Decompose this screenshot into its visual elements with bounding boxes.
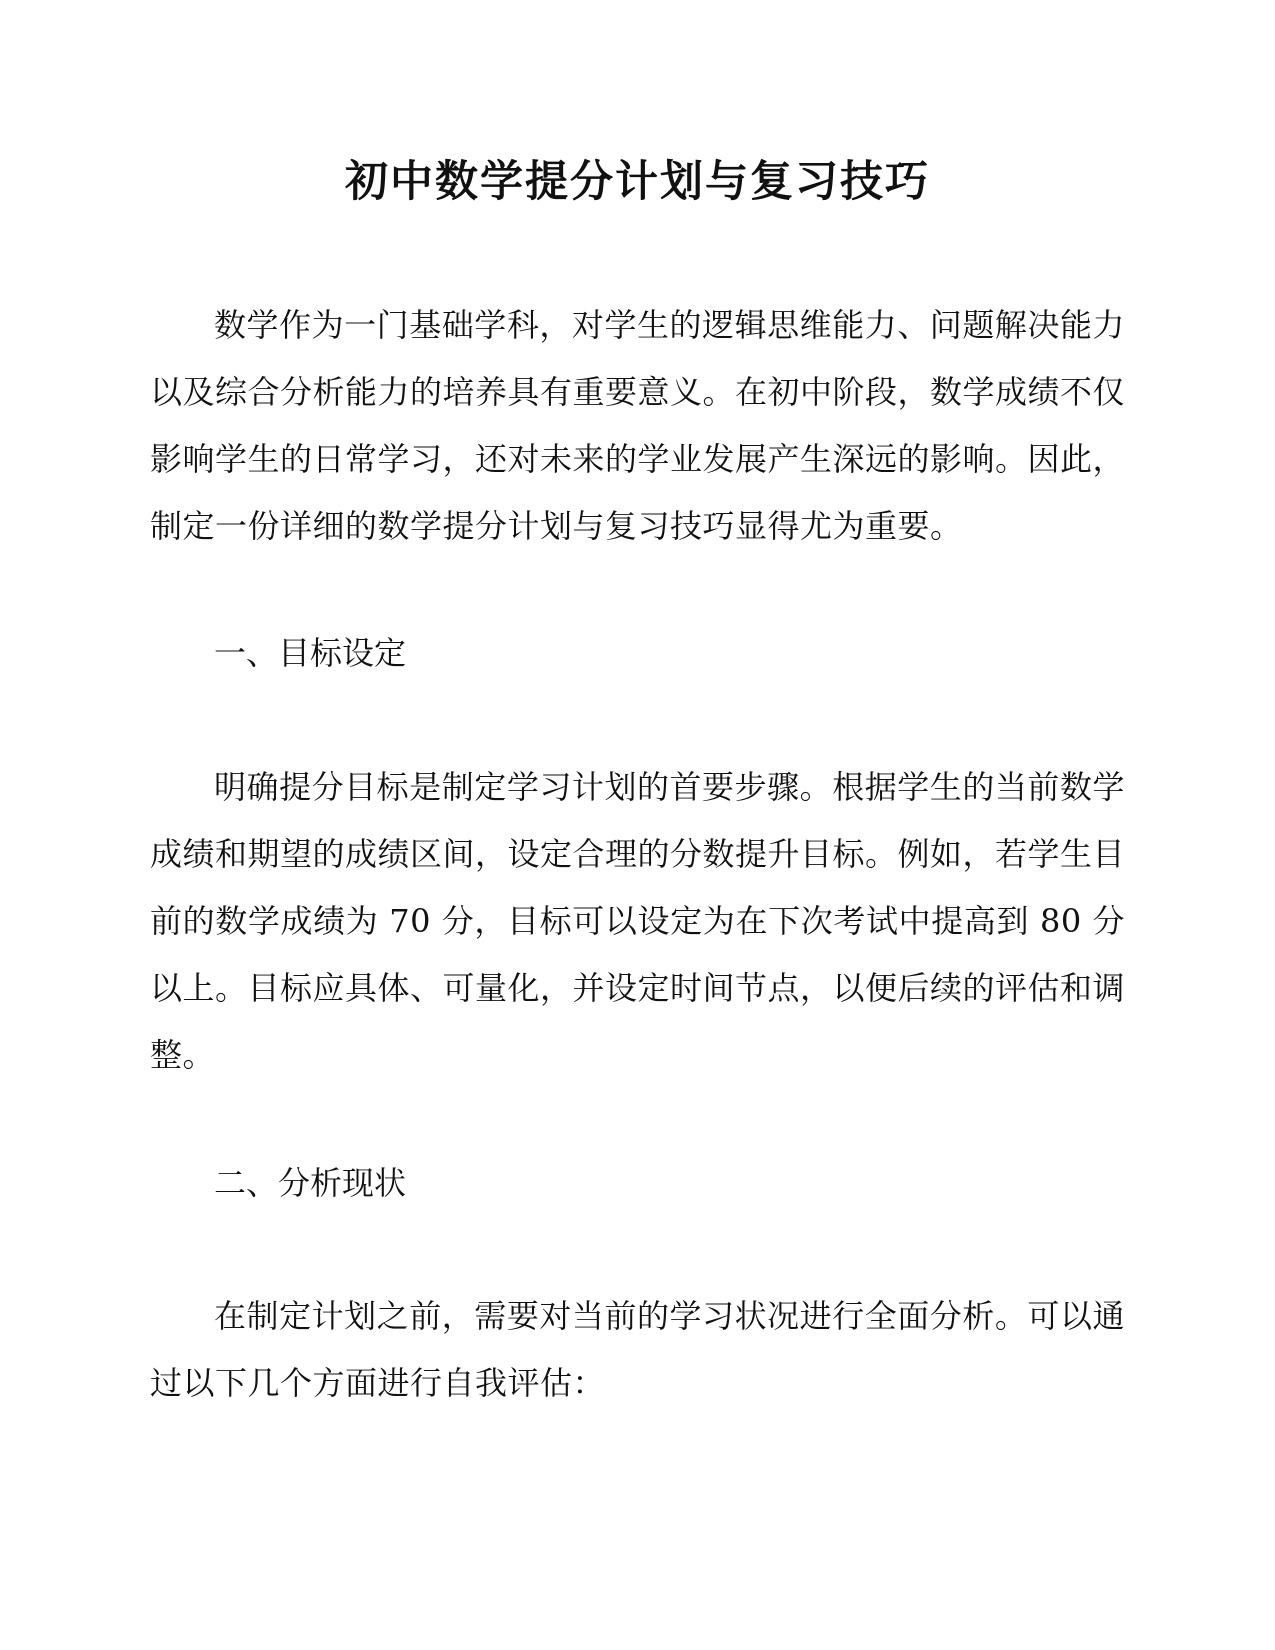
intro-paragraph: 数学作为一门基础学科，对学生的逻辑思维能力、问题解决能力以及综合分析能力的培养具有重要意义。在初中阶段，数学成绩不仅影响学生的日常学习，还对未来的学业发展产生深远的影响。因此，制定一份详细的数学提分计划与复习技巧显得尤为重要。 xyxy=(150,306,1126,545)
section-heading-status-analysis: 二、分析现状 xyxy=(214,1164,407,1202)
document-title: 初中数学提分计划与复习技巧 xyxy=(345,157,930,207)
section-heading-goal-setting: 一、目标设定 xyxy=(214,634,407,672)
section-body-goal-setting: 明确提分目标是制定学习计划的首要步骤。根据学生的当前数学成绩和期望的成绩区间，设定合理的分数提升目标。例如，若学生目前的数学成绩为 70 分，目标可以设定为在下次考试中提高到 80 分以上。目标应具体、可量化，并设定时间节点，以便后续的评估和调整。 xyxy=(150,768,1126,1074)
section-body-status-analysis: 在制定计划之前，需要对当前的学习状况进行全面分析。可以通过以下几个方面进行自我评估： xyxy=(150,1297,1125,1402)
